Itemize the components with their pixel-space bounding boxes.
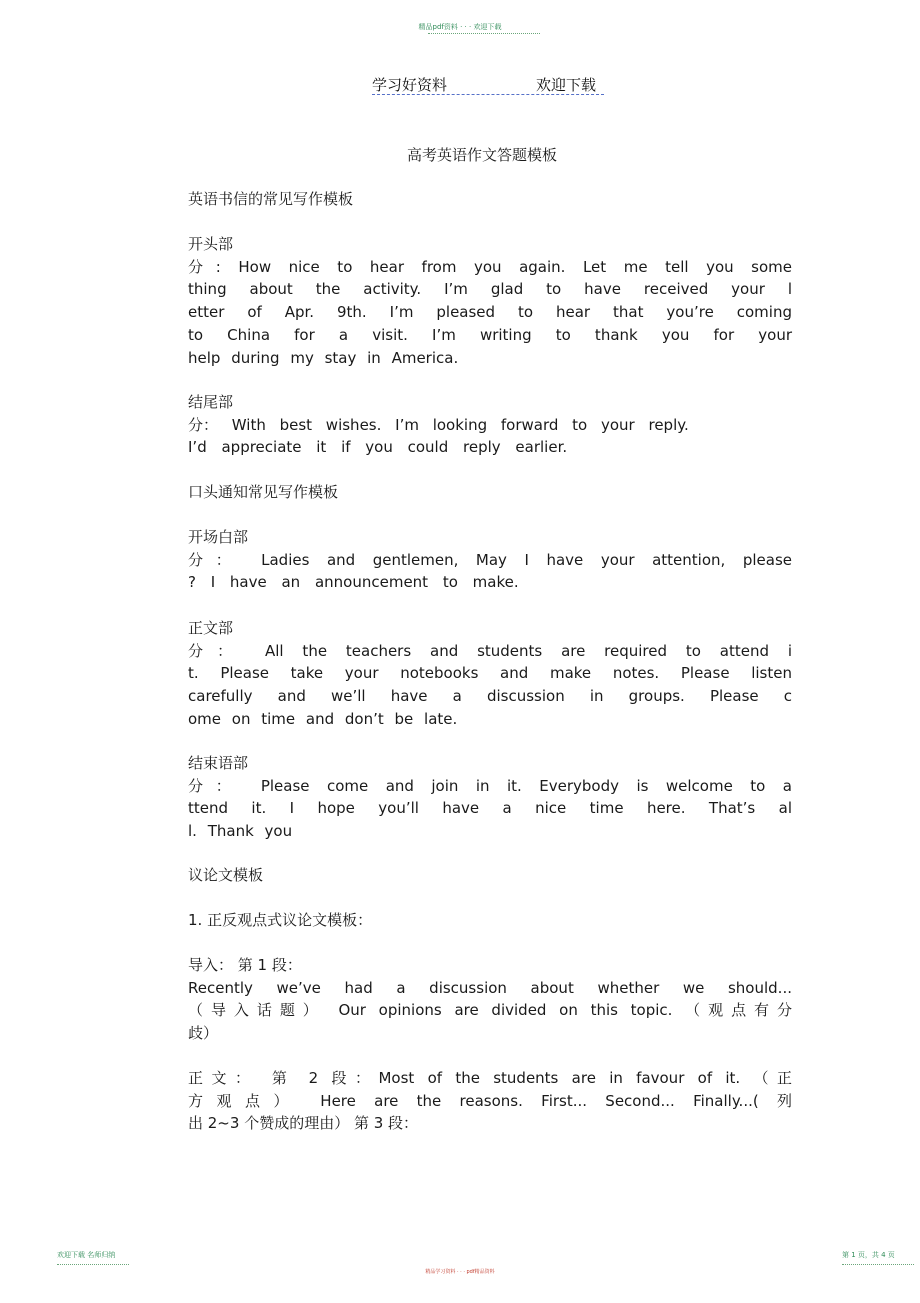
notice-heading: 口头通知常见写作模板: [188, 483, 339, 501]
intro-section: [188, 954, 792, 1045]
argument-heading: 议论文模板: [188, 866, 264, 884]
intro-line: 导入： 第 1 段：: [188, 956, 302, 974]
body-heading: 正文部: [188, 619, 234, 637]
body-line: 分： All the teachers and students are required to attend i: [188, 641, 792, 660]
main-line: 正文： 第 2 段：Most of the students are in favour of it. （正: [188, 1069, 792, 1087]
opening-heading: 开头部: [188, 235, 234, 253]
intro-line: Recently we’ve had a discussion about whether we should...: [188, 978, 792, 997]
opening-section: [188, 233, 792, 369]
closing-heading: 结尾部: [188, 393, 234, 411]
letter-heading: 英语书信的常见写作模板: [188, 190, 354, 208]
footer-right-dots: [842, 1264, 914, 1265]
document-title: 高考英语作文答题模板: [406, 146, 557, 164]
body-section: [188, 617, 792, 731]
body-line: carefully and we’ll have a discussion in groups. Please c: [188, 687, 792, 706]
end-line: ttend it. I hope you’ll have a nice time here. That’s al: [188, 799, 792, 818]
end-section: [188, 752, 792, 843]
closing-line: I’d appreciate it if you could reply earlier.: [188, 438, 568, 457]
notice-open-section: [188, 526, 792, 594]
notice-open-line: ? I have an announcement to make.: [188, 573, 519, 592]
opening-line: help during my stay in America.: [188, 348, 459, 367]
footer-center-watermark: 精品学习资料 · · · pdf精品资料: [425, 1269, 495, 1275]
opening-line: etter of Apr. 9th. I’m pleased to hear that you’re coming: [188, 303, 792, 322]
opening-line: 分: How nice to hear from you again. Let me tell you some: [188, 257, 792, 276]
main-line: 出 2~3 个赞成的理由） 第 3 段：: [188, 1114, 419, 1133]
footer-page-number: 第 1 页，共 4 页: [842, 1251, 895, 1259]
opening-line: thing about the activity. I’m glad to have received your l: [188, 280, 792, 299]
header-left: 学习好资料: [372, 76, 448, 94]
end-heading: 结束语部: [188, 754, 249, 772]
body-line: ome on time and don’t be late.: [188, 709, 458, 728]
footer-left-dots: [57, 1264, 129, 1265]
intro-line: （导入话题） Our opinions are divided on this topic. （观点有分: [188, 1001, 792, 1020]
closing-line: 分： With best wishes. I’m looking forward to your reply.: [188, 415, 689, 434]
closing-section: [188, 391, 792, 459]
footer-left-watermark: 欢迎下载 名师归纳: [57, 1251, 116, 1259]
intro-line: 歧）: [188, 1024, 219, 1043]
main-section: [188, 1067, 792, 1135]
pro-con-heading: 1. 正反观点式议论文模板：: [188, 911, 373, 929]
end-line: l. Thank you: [188, 822, 293, 841]
top-watermark-dots: [428, 33, 540, 34]
notice-open-heading: 开场白部: [188, 528, 249, 546]
header-right: 欢迎下载: [536, 76, 597, 94]
notice-open-line: 分： Ladies and gentlemen, May I have your attention, please: [188, 550, 792, 569]
top-watermark: 精品pdf资料 · · · 欢迎下载: [418, 23, 502, 31]
body-line: t. Please take your notebooks and make notes. Please listen: [188, 664, 792, 683]
header-underline: [372, 94, 604, 95]
main-line: 方观点） Here are the reasons. First... Second... Finally...( 列: [188, 1091, 792, 1110]
end-line: 分： Please come and join in it. Everybody is welcome to a: [188, 776, 792, 795]
opening-line: to China for a visit. I’m writing to thank you for your: [188, 325, 792, 344]
